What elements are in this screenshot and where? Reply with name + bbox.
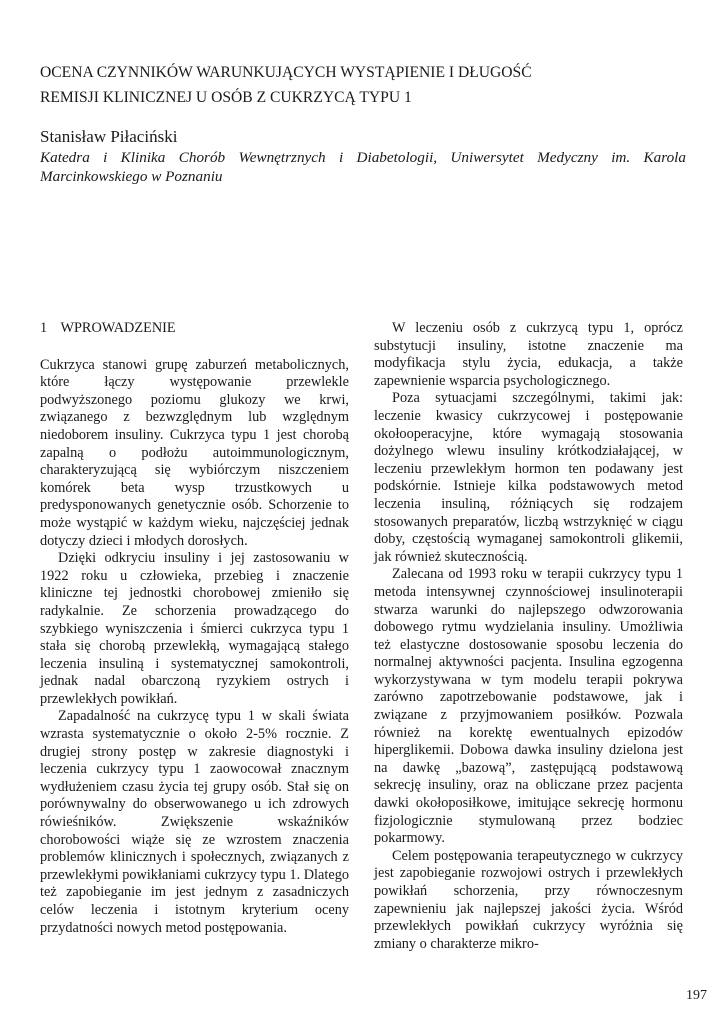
author-affiliation: Katedra i Klinika Chorób Wewnętrznych i Diabetologii, Uniwersytet Medyczny im. Karola Marcinkowskiego w Poznaniu [40, 149, 686, 185]
body-paragraph: Zapadalność na cukrzycę typu 1 w skali świata wzrasta systematycznie o około 2-5% rocznie. Z drugiej strony postęp w zakresie diagnostyki i leczenia cukrzycy typu 1 zaowocował znacznym wydłużeniem czasu życia tej grupy osób. Stał się on porównywalny do obserwowanego u ich zdrowych rówieśników. Zwiększenie wskaźników chorobowości wiąże się ze wzrostem znaczenia problemów klinicznych i społecznych, związanych z przewlekłymi powikłaniami cukrzycy typu 1. Dlatego też zapobieganie im jest jednym z zasadniczych celów leczenia i istotnym kryterium oceny przydatności nowych metod postępowania. [40, 708, 349, 936]
section-title: WPROWADZENIE [60, 320, 176, 336]
body-paragraph: Cukrzyca stanowi grupę zaburzeń metabolicznych, które łączy występowanie przewlekle podwyższonego poziomu glukozy we krwi, związanego z bezwzględnym lub względnym niedoborem insuliny. Cukrzyca typu 1 jest chorobą zapalną o podłożu autoimmunologicznym, charakteryzującą się wybiórczym niszczeniem komórek beta wysp trzustkowych u predysponowanych genetycznie osób. Schorzenie to może wystąpić w każdym wieku, najczęściej jednak dotyczy dzieci i młodych dorosłych. [40, 356, 349, 549]
section-number: 1 [40, 320, 48, 336]
author-name: Stanisław Piłaciński [40, 127, 178, 146]
body-paragraph: Dzięki odkryciu insuliny i jej zastosowaniu w 1922 roku u człowieka, przebieg i znaczenie kliniczne tej jednostki chorobowej zmieniło się radykalnie. Ze schorzenia prowadzącego do szybkiego wyniszczenia i śmierci cukrzyca typu 1 stała się chorobą przewlekłą, wymagającą stałego leczenia insuliną i systematycznej samokontroli, jednak nadal obarczoną ryzykiem ostrych i przewlekłych powikłań. [40, 550, 349, 707]
left-column [40, 320, 349, 937]
body-paragraph: Poza sytuacjami szczególnymi, takimi jak: leczenie kwasicy cukrzycowej i postępowanie okołooperacyjne, które wymagają stosowania dożylnego wlewu insuliny krótkodziałającej, w leczeniu przewlekłym hormon ten podawany jest podskórnie. Istnieje kilka podstawowych metod leczenia insuliną, różniących się rodzajem stosowanych preparatów, liczbą wstrzyknięć w ciągu doby, częstością wymaganej samokontroli glikemii, jak również skutecznością. [374, 390, 683, 565]
body-paragraph: W leczeniu osób z cukrzycą typu 1, oprócz substytucji insuliny, istotne znaczenie ma modyfikacja stylu życia, edukacja, a także zapewnienie wsparcia psychologicznego. [374, 320, 683, 389]
title-line-1: OCENA CZYNNIKÓW WARUNKUJĄCYCH WYSTĄPIENIE I DŁUGOŚĆ [40, 64, 532, 81]
section-heading [40, 320, 349, 338]
page-number: 197 [686, 988, 707, 1003]
body-paragraph: Zalecana od 1993 roku w terapii cukrzycy typu 1 metoda intensywnej czynnościowej insulinoterapii stwarza warunki do najlepszego odwzorowania dobowego rytmu wydzielania insuliny. Umożliwia też elastyczne dostosowanie sposobu leczenia do normalnej aktywności pacjenta. Insulina egzogenna wykorzystywana w tym modelu terapii pokrywa zarówno zapotrzebowanie podstawowe, jak i związane z przyjmowaniem posiłków. Pozwala również na korektę ewentualnych epizodów hiperglikemii. Dobowa dawka insuliny dzielona jest na dawkę „bazową”, zastępującą podstawową sekrecję insuliny, oraz na obliczane przez pacjenta dawki okołoposiłkowe, imitujące sekrecję hormonu fizjologicznie stymulowaną przez bodziec pokarmowy. [374, 566, 683, 847]
body-paragraph: Celem postępowania terapeutycznego w cukrzycy jest zapobieganie rozwojowi ostrych i przewlekłych powikłań schorzenia, przy równoczesnym zapewnieniu jak najlepszej jakości życia. Wśród przewlekłych powikłań cukrzycy wyróżnia się zmiany o charakterze mikro- [374, 847, 683, 952]
paper-title [40, 60, 680, 110]
right-column [374, 320, 683, 953]
title-line-2: REMISJI KLINICZNEJ U OSÓB Z CUKRZYCĄ TYPU 1 [40, 89, 412, 106]
